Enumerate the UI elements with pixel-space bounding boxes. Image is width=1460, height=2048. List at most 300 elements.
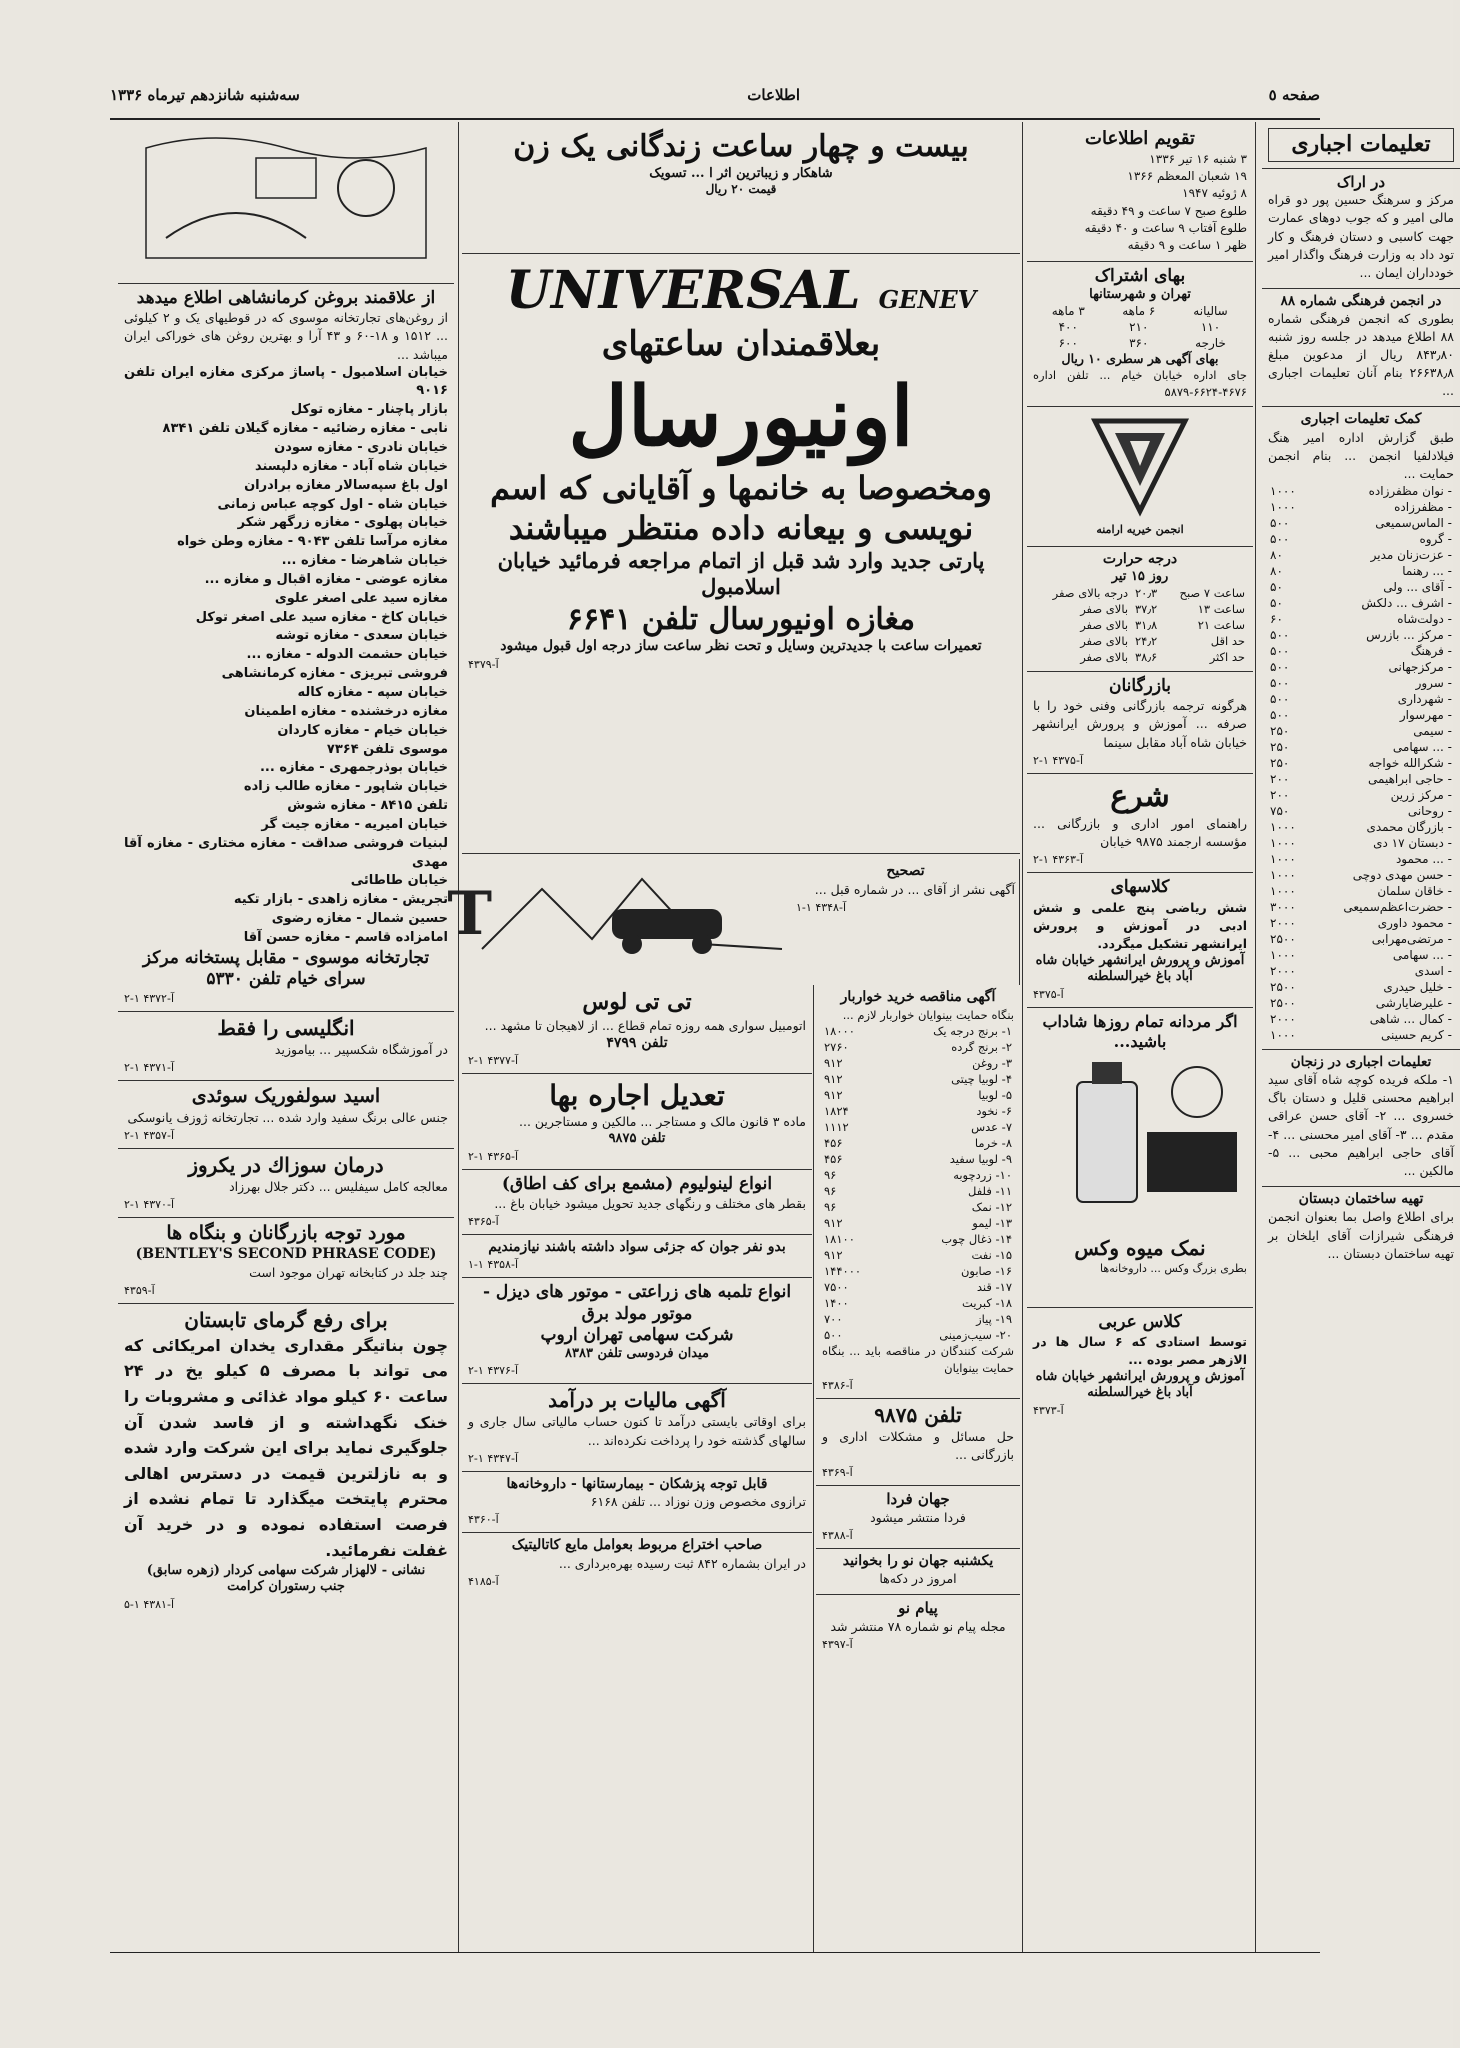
subscription-cell: ۶۰۰: [1058, 336, 1078, 351]
store-line: خیابان شاه - اول کوچه عباس زمانی: [217, 496, 448, 512]
sharh-block: [1027, 774, 1253, 874]
store-line: اول باغ سپه‌سالار مغازه برادران: [244, 477, 448, 493]
acid-block: [118, 1081, 454, 1149]
donation-amount: ۱۰۰۰: [1270, 948, 1296, 963]
block-text: طبق گزارش اداره امیر هنگ فیلادلفیا انجمن ... بنام انجمن حمایت ...: [1268, 429, 1454, 482]
ad-code: آ-۴۳۹۷: [822, 1638, 853, 1652]
weather-label: ساعت ۱۳: [1197, 602, 1245, 617]
column-oil: [118, 124, 454, 1954]
block-text: بقطر های مختلف و رنگهای جدید تحویل میشود خیابان باغ ...: [494, 1195, 806, 1211]
tender-row: [822, 1199, 1014, 1215]
subscription-cell: خارجه: [1195, 336, 1226, 351]
subscription-cell: ۳۶۰: [1129, 336, 1149, 351]
donation-row: [1268, 707, 1454, 723]
weather-value: ۳۱٫۸: [1134, 618, 1158, 633]
ad-code: آ-۴۳۸۶: [822, 1378, 853, 1392]
phone-text: تلفن ۴۷۹۹: [606, 1034, 668, 1051]
column-middle-left: [462, 985, 812, 1955]
bentley-english: (BENTLEY'S SECOND PHRASE CODE): [135, 1246, 437, 1263]
store-line: مغازه عوضی - مغازه اقبال و مغازه ...: [204, 571, 448, 587]
block-title: تعلیمات اجباری در زنجان: [1290, 1054, 1432, 1071]
donation-amount: ۲۰۰: [1270, 788, 1290, 803]
store-line: مغازه سید علی اصغر علوی: [274, 590, 448, 606]
weather-subtitle: روز ۱۵ تیر: [1111, 568, 1169, 584]
phone-9875-block: [816, 1399, 1020, 1486]
sunday-block: [816, 1549, 1020, 1596]
young-men-block: [462, 1235, 812, 1279]
block-title: بدو نفر جوان که جزئی سواد داشته باشند نیازمندیم: [488, 1238, 786, 1255]
weather-row: [1033, 617, 1247, 633]
illustration-icon: [136, 128, 436, 268]
store-line: نابی - مغازه رضائیه - مغازه گیلان تلفن ۸۳۴۱: [162, 421, 448, 437]
store-line: خیابان نادری - مغازه سودن: [274, 440, 448, 455]
donor-name: - ... سهامی: [1392, 948, 1452, 963]
ad-code: آ-۴۳۷۹: [468, 657, 499, 671]
donor-name: - اشرف ... دلکش: [1361, 596, 1452, 611]
tender-item: ۱۴- ذغال چوب: [941, 1232, 1012, 1247]
block-title: آگهی مناقصه خرید خواربار: [840, 989, 996, 1005]
donation-row: [1268, 675, 1454, 691]
weather-label: حد اکثر: [1209, 650, 1245, 665]
column-info: [1027, 124, 1253, 1954]
tender-item: ۲۰- سیب‌زمینی: [939, 1328, 1012, 1343]
donation-amount: ۵۰۰: [1270, 532, 1290, 547]
column-divider: [813, 985, 814, 1952]
donor-name: - گروه: [1419, 532, 1452, 547]
store-footer: تجارتخانه موسوی - مقابل پستخانه مرکز: [142, 947, 430, 968]
tender-item: ۱۸- کبریت: [962, 1296, 1012, 1311]
ad-line-4: پارتی جدید وارد شد قبل از اتمام مراجعه فرمائید خیابان اسلامبول: [497, 548, 985, 600]
subscription-row: [1033, 319, 1247, 335]
donor-name: - آقای ... ولی: [1383, 580, 1452, 595]
tender-quantity: ۱۱۱۲: [824, 1120, 849, 1135]
block-text: فردا منتشر میشود: [870, 1509, 966, 1525]
ad-code: آ-۴۳۷۲ ۱-۲: [124, 992, 174, 1006]
tender-quantity: ۹۶: [824, 1184, 837, 1199]
tender-row: [822, 1263, 1014, 1279]
world-tomorrow-block: [816, 1486, 1020, 1549]
weather-table: [1033, 585, 1247, 665]
donation-row: [1268, 835, 1454, 851]
ad-line-2: ومخصوصا به خانمها و آقایانی که اسم: [490, 469, 992, 507]
tender-row: [822, 1295, 1014, 1311]
tender-quantity: ۷۰۰: [824, 1312, 843, 1327]
tender-item: ۹- لوبیا سفید: [949, 1152, 1012, 1167]
donor-name: - ... محمود: [1395, 852, 1452, 867]
tatu-block: [462, 985, 812, 1074]
tender-quantity: ۱۸۰۰۰: [824, 1024, 855, 1039]
summer-block: [118, 1304, 454, 1617]
store-line: مغازه درخشنده - مغازه اطمینان: [244, 703, 448, 719]
block-text: حل مسائل و مشکلات اداری و بازرگانی ...: [822, 1428, 1014, 1462]
store-line: خیابان طاطائی: [350, 873, 448, 889]
tender-row: [822, 1087, 1014, 1103]
ad-code: آ-۴۳۵۹: [124, 1283, 155, 1297]
store-line: خیابان خیام - مغازه کاردان: [277, 722, 448, 738]
zanjan-block: [1262, 1050, 1460, 1187]
block-text: معالجه کامل سیفلیس ... دکتر جلال بهرزاد: [229, 1179, 448, 1195]
block-text: در ایران بشماره ۸۴۲ ثبت رسیده بهره‌برداری ...: [558, 1555, 806, 1571]
donor-name: - علیرضا‌یارشی: [1375, 996, 1452, 1011]
donation-amount: ۱۰۰۰: [1270, 1028, 1296, 1043]
ad-footer: بطری بزرگ وکس ... داروخانه‌ها: [1100, 1261, 1247, 1275]
subscription-subtitle: تهران و شهرستانها: [1089, 287, 1191, 303]
issue-date: سه‌شنبه شانزدهم تیرماه ۱۳۳۶: [110, 86, 300, 104]
donation-amount: ۵۰: [1270, 596, 1283, 611]
cure-block: [118, 1149, 454, 1218]
block-text: بطوری که انجمن فرهنگی شماره ۸۸ اطلاع میدهد در جلسه روز شنبه ۸۴۳٫۸۰ ریال از مدعوین مبلغ ۲۶۶۳۸٫۸ بنام آنان تعلیمات اجباری ...: [1268, 310, 1454, 399]
donor-name: - سیمی: [1413, 724, 1452, 739]
tender-quantity: ۹۶: [824, 1200, 837, 1215]
weather-label: ساعت ۲۱: [1197, 618, 1245, 633]
oil-headline: از علاقمند بروغن کرمانشاهی اطلاع میدهد: [136, 288, 436, 308]
tender-quantity: ۹۱۲: [824, 1088, 843, 1103]
ad-code: آ-۴۳۴۷ ۱-۲: [468, 1451, 518, 1465]
donation-amount: ۲۵۰: [1270, 756, 1290, 771]
brand-name: UNIVERSAL GENEV: [505, 260, 977, 321]
tender-item: ۵- لوبیا: [978, 1088, 1012, 1103]
block-title: قابل توجه پزشکان - بیمارستانها - داروخانه‌ها: [506, 1475, 768, 1492]
tender-row: [822, 1039, 1014, 1055]
store-line: تلفن ۸۴۱۵ - مغازه شوش: [287, 798, 448, 814]
store-line: خیابان بوذرجمهری - مغازه ...: [259, 760, 448, 776]
donation-row: [1268, 643, 1454, 659]
weather-value: ۳۸٫۶: [1134, 650, 1158, 665]
donor-name: - روحانی: [1407, 804, 1452, 819]
calendar-line: ظهر ۱ ساعت و ۹ دقیقه: [1127, 238, 1247, 253]
donor-name: - کریم حسینی: [1381, 1028, 1452, 1043]
tender-quantity: ۱۴۴۰۰۰: [824, 1264, 862, 1279]
donor-name: - محمود داوری: [1377, 916, 1452, 931]
donation-amount: ۱۰۰۰: [1270, 500, 1296, 515]
logo-block: [1027, 407, 1253, 547]
block-title: کلاسهای: [1110, 877, 1170, 898]
donor-name: - مظفرزاده: [1394, 500, 1452, 515]
donation-amount: ۵۰۰: [1270, 708, 1290, 723]
weather-note: بالای صفر: [1080, 602, 1129, 617]
donation-row: [1268, 531, 1454, 547]
tender-block: [816, 985, 1020, 1399]
store-line: حسین شمال - مغازه رضوی: [271, 911, 448, 927]
donation-amount: ۵۰۰: [1270, 644, 1290, 659]
salt-bottle-icon: [1037, 1052, 1247, 1232]
block-text: توسط استادی که ۶ سال ها در الازهر مصر بوده ...: [1033, 1333, 1248, 1367]
subscription-title: بهای اشتراک: [1094, 265, 1186, 286]
donation-row: [1268, 995, 1454, 1011]
donor-name: - عزت‌زنان مدیر: [1370, 548, 1452, 563]
masthead-title: بیست و چهار ساعت زندگانی یک زن: [513, 129, 969, 164]
donation-row: [1268, 595, 1454, 611]
weather-note: بالای صفر: [1080, 618, 1129, 633]
block-title: در انجمن فرهنگی شماره ۸۸: [1280, 292, 1442, 309]
arabic-class-block: [1027, 1308, 1253, 1423]
footer-rule: [110, 1952, 1320, 1953]
donation-row: [1268, 1011, 1454, 1027]
ad-line-1: بعلاقمندان ساعتهای: [601, 324, 881, 364]
calendar-line: ۸ ژوئیه ۱۹۴۷: [1182, 186, 1247, 201]
donation-row: [1268, 611, 1454, 627]
donor-name: - اسدی: [1414, 964, 1452, 979]
weather-note: درجه بالای صفر: [1052, 586, 1129, 601]
tender-row: [822, 1135, 1014, 1151]
store-phone: سرای خیام تلفن ۵۳۳۰: [206, 969, 366, 990]
donor-name: - مرکز زرین: [1390, 788, 1452, 803]
paper-name: اطلاعات: [747, 86, 800, 104]
subscription-cell: ۱۱۰: [1200, 320, 1221, 335]
store-line: خیابان شاپور - مغازه طالب زاده: [243, 779, 448, 795]
donation-row: [1268, 483, 1454, 499]
store-line: خیابان شاه آباد - مغازه دلپسند: [254, 458, 448, 474]
donation-row: [1268, 947, 1454, 963]
donor-name: - نوان مظفرزاده: [1368, 484, 1452, 499]
donation-row: [1268, 515, 1454, 531]
donor-name: - حضرت‌اعظم‌سمیعی: [1343, 900, 1452, 915]
block-title: کلاس عربی: [1098, 1311, 1182, 1332]
donation-row: [1268, 819, 1454, 835]
donor-name: - کمال ... شاهی: [1369, 1012, 1452, 1027]
donation-row: [1268, 1027, 1454, 1043]
tender-quantity: ۱۸۲۴: [824, 1104, 849, 1119]
weather-row: [1033, 601, 1247, 617]
donor-name: - مهرسوار: [1399, 708, 1452, 723]
company-name: شرکت سهامی تهران اروپ: [540, 1324, 734, 1345]
tender-quantity: ۹۱۲: [824, 1056, 843, 1071]
ad-code: آ-۴۳۷۶ ۱-۲: [468, 1364, 518, 1378]
donation-amount: ۲۰۰۰: [1270, 916, 1296, 931]
block-title: تصحیح: [886, 863, 925, 879]
tender-row: [822, 1327, 1014, 1343]
donation-row: [1268, 979, 1454, 995]
donation-row: [1268, 803, 1454, 819]
tender-row: [822, 1023, 1014, 1039]
tender-row: [822, 1151, 1014, 1167]
block-title: انواع لینولیوم (مشمع برای کف اطاق): [501, 1173, 773, 1194]
subscription-cell: ۲۱۰: [1129, 320, 1149, 335]
tender-row: [822, 1311, 1014, 1327]
block-text: ماده ۳ قانون مالک و مستاجر ... مالکین و مستاجرین ...: [519, 1114, 806, 1130]
subscription-row: [1033, 335, 1247, 351]
block-text: اتومبیل سواری همه روزه تمام قطاع ... از لاهیجان تا مشهد ...: [484, 1017, 806, 1033]
header-rule: [110, 118, 1320, 120]
weather-label: ساعت ۷ صبح: [1179, 586, 1245, 601]
donation-amount: ۲۵۰۰: [1270, 932, 1296, 947]
weather-label: حد اقل: [1210, 634, 1245, 649]
block-footer: نشانی - لالهزار شرکت سهامی کردار (زهره سابق): [146, 1563, 426, 1579]
donation-amount: ۵۰۰: [1270, 692, 1290, 707]
donation-amount: ۱۰۰۰: [1270, 852, 1296, 867]
block-text: هرگونه ترجمه بازرگانی وفنی خود را با صرفه ... آموزش و پرورش ایرانشهر خیابان شاه آباد مقابل سینما: [1033, 698, 1247, 750]
masthead-block: [462, 124, 1020, 254]
store-line: خیابان سپه - مغازه کاله: [297, 684, 448, 700]
payam-block: [816, 1595, 1020, 1657]
weather-row: [1033, 585, 1247, 601]
ad-code: آ-۴۳۷۷ ۱-۲: [468, 1054, 518, 1068]
ad-text: اگر مردانه تمام روزها شاداب باشید...: [1042, 1011, 1238, 1051]
donation-amount: ۵۰۰: [1270, 516, 1290, 531]
subscription-cell: ۳ ماهه: [1051, 304, 1085, 319]
doctors-block: [462, 1472, 812, 1534]
donation-amount: ۲۵۰: [1270, 740, 1290, 755]
donation-row: [1268, 867, 1454, 883]
store-line: تجریش - مغازه زاهدی - بازار تکیه: [233, 892, 448, 908]
donations-table: [1268, 483, 1454, 1043]
block-text: برای اوقاتی بایستی درآمد تا کنون حساب مالیاتی سال جاری و سالهای گذشته خود را پرداخت نکرده‌اند ...: [468, 1414, 806, 1448]
tatu-ad-top: [447, 859, 792, 985]
block-title: تعدیل اجاره بها: [549, 1079, 725, 1113]
block-title: صاحب اختراع مربوط بعوامل مایع کاتالیتیک: [511, 1537, 763, 1554]
tender-quantity: ۹۶: [824, 1168, 837, 1183]
ad-big-text: اونیورسال: [568, 368, 914, 465]
donor-name: - مرتضی‌مهرابی: [1371, 932, 1452, 947]
subscription-cell: ساليانه: [1193, 304, 1228, 319]
donor-name: - سرور: [1415, 676, 1452, 691]
tender-row: [822, 1183, 1014, 1199]
tender-item: ۱- برنج درجه یک: [933, 1024, 1012, 1039]
block-footer-2: جنب رستوران کرامت: [227, 1579, 345, 1595]
ad-code: آ-۴۱۸۵: [468, 1574, 499, 1588]
tender-item: ۴- لوبیا چیتی: [951, 1072, 1012, 1087]
block-text: شش ریاضی پنج علمی و شش ادبی در آموزش و پرورش ایرانشهر تشکیل میگردد.: [1033, 899, 1247, 951]
tender-row: [822, 1231, 1014, 1247]
tender-quantity: ۷۵۰۰: [824, 1280, 849, 1295]
donation-row: [1268, 579, 1454, 595]
block-title: تی تی لوس: [582, 989, 692, 1015]
ad-code: آ-۴۳۶۵ ۱-۲: [468, 1149, 518, 1163]
block-footer: شرکت کنندگان در مناقصه باید ... بنگاه حمایت بینوایان: [822, 1344, 1014, 1375]
tender-item: ۱۷- قند: [976, 1280, 1012, 1295]
education-title-block: [1262, 124, 1460, 169]
block-text: ۱- ملکه فریده کوچه شاه آقای سید ابراهیم محسنی قلیل و دستان باگ خسروی ... ۲- آقای حسن عراقی مقدم ... ۳- آقای امیر محسنی ... ۴- آقای حاجی ابراهیم محبی ... ۵- مالکین ...: [1268, 1072, 1454, 1178]
tender-item: ۷- عدس: [971, 1120, 1012, 1135]
tender-quantity: ۹۱۲: [824, 1248, 843, 1263]
ad-code: آ-۴۳۶۳ ۱-۲: [1033, 853, 1083, 867]
subscription-cell: ۴۰۰: [1058, 320, 1078, 335]
donation-amount: ۱۰۰۰: [1270, 820, 1296, 835]
donation-row: [1268, 915, 1454, 931]
block-text: امروز در دکه‌ها: [879, 1571, 957, 1587]
donation-amount: ۱۰۰۰: [1270, 836, 1296, 851]
donation-amount: ۵۰۰: [1270, 676, 1290, 691]
block-title: انگلیسی را فقط: [217, 1016, 355, 1041]
tender-row: [822, 1279, 1014, 1295]
block-text: مجله پیام نو شماره ۷۸ منتشر شد: [830, 1619, 1006, 1635]
ad-line-5: مغازه اونیورسال تلفن ۶۶۴۱: [566, 601, 916, 637]
donations-block: [1262, 407, 1460, 1050]
block-text: در آموزشگاه شکسپیر ... بیاموزید: [274, 1042, 448, 1058]
tender-row: [822, 1215, 1014, 1231]
donor-name: - ... رهنما: [1402, 564, 1452, 579]
ad-footer: تعمیرات ساعت با جدیدترین وسایل و تحت نظر ساعت ساز درجه اول قبول میشود: [500, 638, 982, 654]
linoleum-block: [462, 1170, 812, 1235]
store-line: خیابان امیریه - مغازه جیت گر: [261, 816, 448, 832]
donation-row: [1268, 627, 1454, 643]
column-universal: [447, 124, 1020, 985]
tender-item: ۱۵- نفت: [971, 1248, 1012, 1263]
block-title: تلفن ۹۸۷۵: [874, 1402, 962, 1427]
subscription-row: [1033, 303, 1247, 319]
block-title: درمان سوزاك در یکروز: [188, 1153, 384, 1178]
tender-table: [822, 1023, 1014, 1343]
block-title: مورد توجه بازرگانان و بنگاه ها: [166, 1222, 406, 1245]
oil-intro: از روغن‌های تجارتخانه موسوی که در قوطیهای یک و ۲ کیلوئی ... ۱۵۱۲ و ۱۸-۶۰ و ۴۳ آرا و بهترین روغن های خوراکی ایران میباشد ...: [124, 310, 448, 362]
donation-amount: ۵۰: [1270, 580, 1283, 595]
tender-item: ۸- خرما: [974, 1136, 1012, 1151]
english-block: [118, 1012, 454, 1081]
weather-row: [1033, 649, 1247, 665]
donation-row: [1268, 563, 1454, 579]
donor-name: - فرهنگ: [1410, 644, 1452, 659]
block-title: تهیه ساختمان دبستان: [1298, 1190, 1424, 1207]
donation-amount: ۲۰۰: [1270, 772, 1290, 787]
block-text: چون بناتیگر مقداری یخدان امریکائی که می تواند با مصرف ۵ کیلو یخ در ۲۴ ساعت ۶۰ کیلو مواد غذائی و مشروبات را خنک نگهداشته و از فاسد شدن آن جلوگیری نماید برای این شرکت وارد شده و به نازلترین قیمت در دسترس اهالی محترم پایتخت میگذارد تا تمام نشده از فرصت استفاده نموده و در خرید آن غفلت نفرمائید.: [124, 1335, 449, 1560]
weather-value: ۳۷٫۲: [1134, 602, 1158, 617]
ad-line-3: نویسی و بیعانه داده منتظر میباشند: [508, 509, 974, 547]
sketch-block: [118, 124, 454, 284]
subscription-cell: ۶ ماهه: [1122, 304, 1156, 319]
block-title: آگهی مالیات بر درآمد: [548, 1388, 726, 1413]
tender-item: ۱۶- صابون: [960, 1264, 1012, 1279]
logo-caption: انجمن خیریه ارامنه: [1096, 523, 1184, 537]
block-text: ترازوی مخصوص وزن نوزاد ... تلفن ۶۱۶۸: [590, 1494, 806, 1510]
store-line: فروشی تبریزی - مغازه کرمانشاهی: [221, 666, 448, 682]
ad-price: بهای آگهی هر سطری ۱۰ ریال: [1061, 351, 1219, 367]
universal-ad-block: [462, 254, 1020, 854]
donor-name: - دبستان ۱۷ دی: [1373, 836, 1452, 851]
tender-row: [822, 1103, 1014, 1119]
rent-block: [462, 1074, 812, 1169]
block-text: راهنمای امور اداری و بازرگانی ... مؤسسه ارجمند ۹۸۷۵ خیابان: [1033, 816, 1247, 850]
ad-code: آ-۴۳۷۰ ۱-۲: [124, 1198, 174, 1212]
masthead-price: قیمت ۲۰ ریال: [705, 181, 777, 196]
donor-name: - خلیل حیدری: [1383, 980, 1452, 995]
association-88-block: [1262, 289, 1460, 408]
calendar-lines: [1033, 151, 1247, 255]
ad-code: آ-۴۳۵۷ ۱-۲: [124, 1129, 174, 1143]
subscription-table: [1033, 303, 1247, 351]
calendar-line: ۱۹ شعبان المعظم ۱۳۶۶: [1127, 168, 1247, 183]
bentley-block: [118, 1218, 454, 1303]
donor-name: - دولت‌شاه: [1397, 612, 1452, 627]
donation-amount: ۲۵۰۰: [1270, 980, 1296, 995]
store-line: لبنیات فروشی صداقت - مغازه مختاری - مغازه آقا مهدی: [124, 835, 448, 870]
block-title: برای رفع گرمای تابستان: [184, 1307, 388, 1332]
donation-amount: ۱۰۰۰: [1270, 884, 1296, 899]
donation-amount: ۲۰۰۰: [1270, 964, 1296, 979]
calendar-line: ۳ شنبه ۱۶ تیر ۱۳۳۶: [1149, 151, 1247, 166]
page-header: [110, 86, 1320, 114]
ad-code: آ-۴۳۶۰: [468, 1513, 499, 1527]
store-line: خیابان کاخ - مغازه سید علی اصغر توکل: [195, 609, 448, 625]
ad-code: آ-۴۳۷۵ ۱-۲: [1033, 753, 1083, 767]
svg-text:T: T: [447, 879, 492, 949]
office-address: جای اداره خیابان خیام ... تلفن اداره ۴۶۷۶-۶۶۲۴-۵۸۷۹: [1033, 367, 1247, 399]
block-title: بازرگانان: [1109, 676, 1171, 697]
donation-amount: ۱۰۰۰: [1270, 868, 1296, 883]
ad-code: آ-۴۳۷۱ ۱-۲: [124, 1061, 174, 1075]
page-number: صفحه ٥: [1268, 86, 1320, 104]
donation-row: [1268, 931, 1454, 947]
school-building-block: [1262, 1187, 1460, 1269]
ad-code: آ-۴۳۸۸: [822, 1528, 853, 1542]
vex-ad-block: [1027, 1008, 1253, 1308]
subscription-block: [1027, 262, 1253, 407]
tender-quantity: ۱۸۱۰۰: [824, 1232, 855, 1247]
block-title: انواع تلمبه های زراعتی - موتور های دیزل - موتور مولد برق: [482, 1282, 792, 1324]
block-sub: آموزش و پرورش ایرانشهر خیابان شاه آباد باغ خیرالسلطنه: [1035, 953, 1245, 985]
calendar-title: تقویم اطلاعات: [1085, 128, 1195, 149]
donation-row: [1268, 547, 1454, 563]
patent-block: [462, 1533, 812, 1594]
